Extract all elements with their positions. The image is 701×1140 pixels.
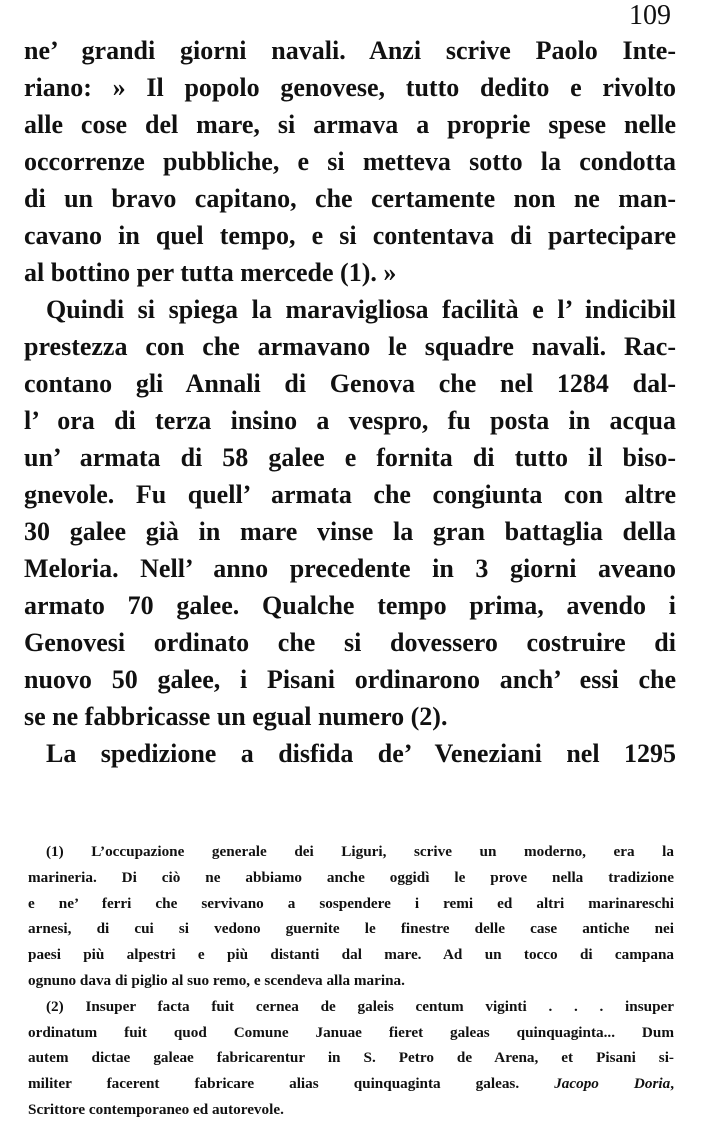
footnote-line: marineria. Di ciò ne abbiamo anche oggidì le prove nella tradizione bbox=[28, 868, 674, 886]
footnote-line-with-attribution bbox=[28, 1071, 674, 1097]
text-line: Meloria. Nell’ anno precedente in 3 giorni aveano bbox=[24, 554, 676, 583]
paragraph-end-line: se ne fabbricasse un egual numero (2). bbox=[24, 702, 448, 731]
footnote-line: paesi più alpestri e più distanti dal mare. Ad un tocco di campana bbox=[28, 946, 674, 964]
footnote-line-text: militer facerent fabricare alias quinquaginta galeas. bbox=[28, 1075, 520, 1093]
paragraph-start-line: La spedizione a disfida de’ Veneziani nel 1295 bbox=[46, 739, 676, 768]
footnote-author: Jacopo Doria bbox=[554, 1075, 671, 1093]
paragraph-start-line: Quindi si spiega la maravigliosa facilità e l’ indicibil bbox=[46, 295, 676, 324]
footnote-1-start: (1) L’occupazione generale dei Liguri, scrive un moderno, era la bbox=[46, 843, 674, 860]
footnote-author-separator: , bbox=[670, 1075, 675, 1093]
text-line: gnevole. Fu quell’ armata che congiunta con altre bbox=[24, 480, 676, 509]
text-line: un’ armata di 58 galee e fornita di tutto il biso- bbox=[24, 443, 676, 472]
text-line: cavano in quel tempo, e si contentava di partecipare bbox=[24, 221, 676, 250]
text-line: nuovo 50 galee, i Pisani ordinarono anch’ essi che bbox=[24, 665, 676, 694]
text-line: occorrenze pubbliche, e si metteva sotto la condotta bbox=[24, 147, 676, 176]
text-line: alle cose del mare, si armava a proprie spese nelle bbox=[24, 110, 676, 139]
text-line: armato 70 galee. Qualche tempo prima, avendo i bbox=[24, 591, 676, 620]
text-line: 30 galee già in mare vinse la gran battaglia della bbox=[24, 517, 676, 546]
main-text-block bbox=[24, 32, 676, 772]
footnotes-block bbox=[28, 839, 674, 1123]
footnote-line: ordinatum fuit quod Comune Januae fieret galeas quinquaginta... Dum bbox=[28, 1023, 674, 1041]
footnote-source-description: Scrittore contemporaneo ed autorevole. bbox=[28, 1100, 284, 1118]
text-line: l’ ora di terza insino a vespro, fu posta in acqua bbox=[24, 406, 676, 435]
footnote-line: arnesi, di cui si vedono guernite le finestre delle case antiche nei bbox=[28, 920, 674, 938]
footnote-2-start: (2) Insuper facta fuit cernea de galeis centum viginti . . . insuper bbox=[46, 997, 674, 1015]
text-line: Genovesi ordinato che si dovessero costruire di bbox=[24, 628, 676, 657]
text-line: riano: » Il popolo genovese, tutto dedito e rivolto bbox=[24, 73, 676, 102]
paragraph-end-line: al bottino per tutta mercede (1). » bbox=[24, 258, 397, 287]
page-number: 109 bbox=[629, 0, 671, 31]
text-line: contano gli Annali di Genova che nel 1284 dal- bbox=[24, 369, 676, 398]
text-line: prestezza con che armavano le squadre navali. Rac- bbox=[24, 332, 676, 361]
text-line: ne’ grandi giorni navali. Anzi scrive Paolo Inte- bbox=[24, 36, 676, 65]
footnote-line: autem dictae galeae fabricarentur in S. Petro de Arena, et Pisani si- bbox=[28, 1049, 674, 1067]
text-line: di un bravo capitano, che certamente non ne man- bbox=[24, 184, 676, 213]
footnote-1-end: ognuno dava di piglio al suo remo, e scendeva alla marina. bbox=[28, 971, 405, 989]
footnote-line: e ne’ ferri che servivano a sospendere i remi ed altri marinareschi bbox=[28, 894, 674, 912]
